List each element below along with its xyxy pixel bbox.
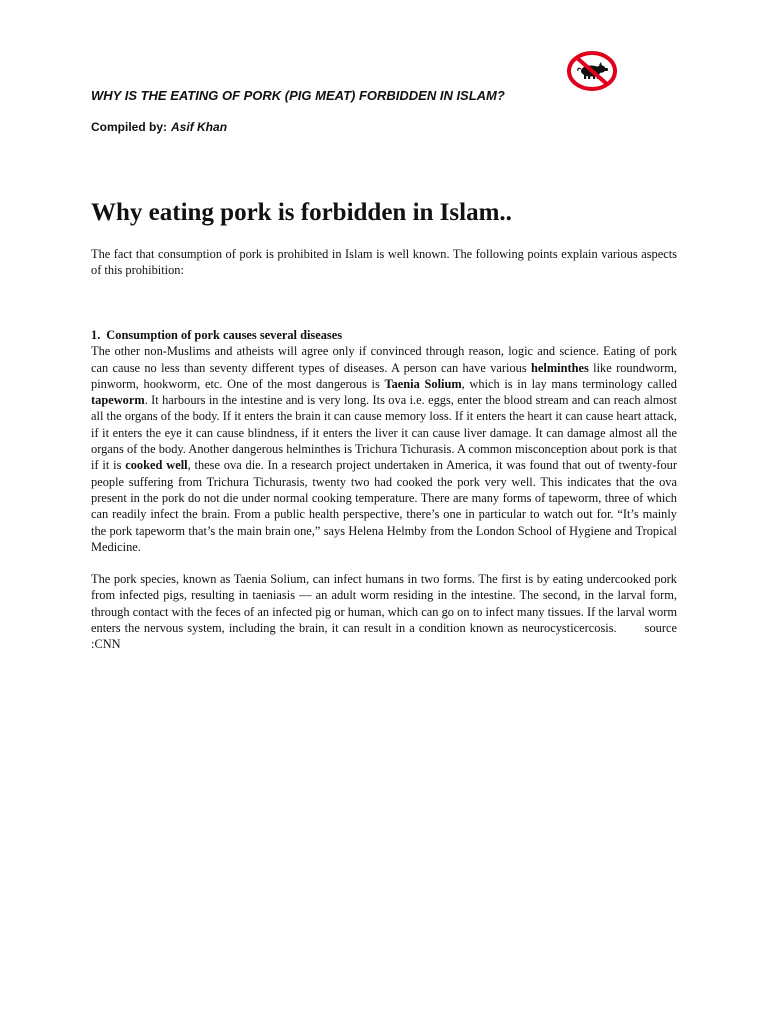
text-run: . It harbours in the intestine and is very long. Its ova i.e. eggs, enter the blood stream and can reach almost all the organs of the body. If it enters the brain it can cause memory loss. If it enters the heart it can cause heart attack, if it enters the eye it can cause blindness, if it enters the liver it can cause liver damage. It can damage almost all the organs of the body. Another dangerous helminthes is Trichura Tichurasis. A common misconception about pork is that if it is xyxy=(91,393,677,473)
text-run: The pork species, known as Taenia Solium, can infect humans in two forms. The first is by eating undercooked pork from infected pigs, resulting in taeniasis — an adult worm residing in the intestine. The second, in the larval form, through contact with the feces of an infected pig or human, which can go on to infect many tissues. If the larval worm enters the nervous system, including the brain, it can result in a condition known as neurocysticercosis. xyxy=(91,572,677,636)
document-heading: WHY IS THE EATING OF PORK (PIG MEAT) FORBIDDEN IN ISLAM? xyxy=(91,88,505,103)
bold-term: Taenia Solium xyxy=(384,376,462,391)
bold-term: tapeworm xyxy=(91,393,145,408)
text-run: , which is in lay mans terminology called xyxy=(461,376,677,391)
compiled-by-line xyxy=(91,120,227,134)
intro-paragraph: The fact that consumption of pork is prohibited in Islam is well known. The following points explain various aspects of this prohibition: xyxy=(91,247,677,278)
text-run: like roundworm, pinworm, hookworm, etc. One of the most dangerous is xyxy=(91,360,677,391)
section-paragraph-2 xyxy=(91,571,677,652)
no-pig-icon xyxy=(566,49,618,93)
bold-term: helminthes xyxy=(531,360,589,375)
text-run: , these ova die. In a research project undertaken in America, it was found that out of twenty-four people suffering from Trichura Tichurasis, twenty two had cooked the pork very well. This indicates that the ova present in the pork do not die under normal cooking temperature. There are many forms of tapeworm, three of which can readily infect the brain. From a public health perspective, there’s one in particular to watch out for. “It’s mainly the pork tapeworm that’s the main brain one,” says Helena Helmby from the London School of Hygiene and Tropical Medicine. xyxy=(91,458,677,554)
page-title: Why eating pork is forbidden in Islam.. xyxy=(91,199,512,226)
bold-term: cooked well xyxy=(125,458,188,473)
source-citation: source :CNN xyxy=(91,621,677,652)
section-number: 1. xyxy=(91,328,101,342)
text-run: The other non-Muslims and atheists will agree only if convinced through reason, logic and science. Eating of pork can cause no less than seventy different types of diseases. A person can have various xyxy=(91,344,677,375)
author-name: Asif Khan xyxy=(171,120,228,134)
section-diseases xyxy=(91,327,677,653)
compiled-by-label: Compiled by: xyxy=(91,120,168,134)
section-paragraph-1 xyxy=(91,343,677,555)
section-title xyxy=(91,327,677,343)
section-title-text: Consumption of pork causes several diseases xyxy=(106,328,343,342)
